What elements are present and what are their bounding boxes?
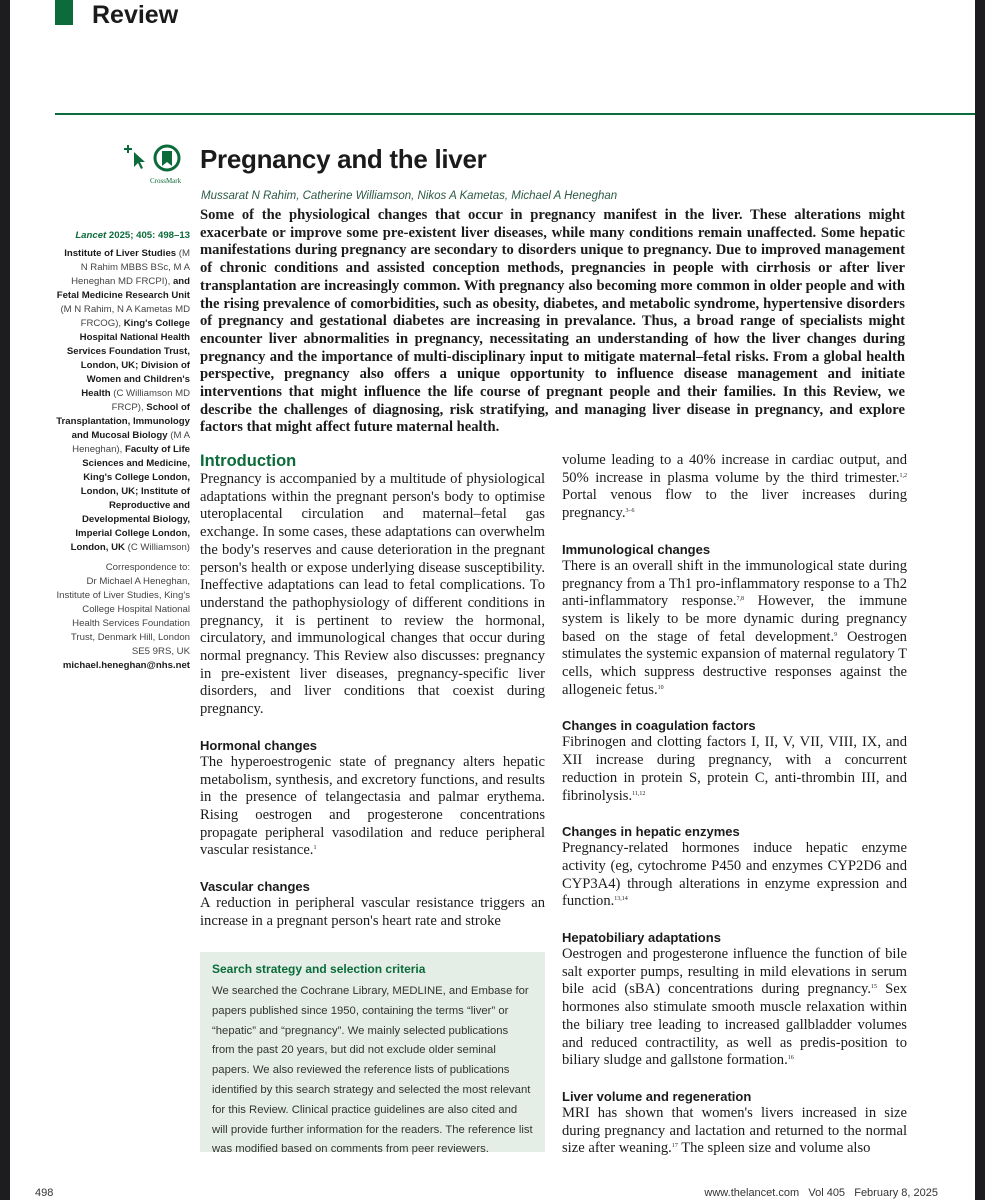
text-segment: Pregnancy is accompanied by a multitude of physiological adaptations within the pregnant person's body to optimise uteroplacental circulation and maternal–fetal gas exchange. In some cases, these adaptations can overwhelm the body's reserves and cause deterioration in the pregnant person's health or expose underlying disease susceptibility. Ineffective adaptations can lead to fetal complications. To understand the pathophysiology of different conditions in pregnancy, it is pertinent to review the hormonal, circulatory, and immunological changes that occur during normal pregnancy. This Review also discusses: pregnancy in pre-existent liver diseases, pregnancy-specific liver disorders, and liver conditions that coexist during pregnancy. xyxy=(200,471,545,718)
correspondence-email[interactable]: michael.heneghan@nhs.net xyxy=(62,660,190,671)
body-paragraph xyxy=(562,558,907,700)
left-column xyxy=(200,452,545,930)
section-gap xyxy=(562,523,907,541)
reference-superscript[interactable]: 11,12 xyxy=(632,790,646,797)
section-gap xyxy=(562,911,907,929)
body-paragraph xyxy=(562,840,907,911)
section-marker xyxy=(55,0,73,25)
right-column xyxy=(562,452,907,1158)
body-paragraph xyxy=(562,734,907,805)
crossmark-label: CrossMark xyxy=(150,177,182,185)
affiliation-institution: Faculty of Life Sciences and Medicine, King's College London, London, UK; Institute of Reproductive and Developmental Biology, Imperial College London, London, UK xyxy=(70,444,190,553)
page-number: 498 xyxy=(35,1187,54,1199)
section-label: Review xyxy=(92,1,179,29)
text-segment: There is an overall shift in the immunological state during pregnancy from a Th1 pro-inflammatory response to a Th2 anti-inflammatory response. xyxy=(562,557,907,610)
affiliation-list xyxy=(55,247,190,555)
text-segment: MRI has shown that women's livers increased in size during pregnancy and lactation and returned to the normal size after weaning. xyxy=(562,1104,907,1157)
article-authors: Mussarat N Rahim, Catherine Williamson, Nikos A Kametas, Michael A Heneghan xyxy=(201,190,618,202)
affiliation-authors: (M N Rahim, N A Kametas MD FRCOG), xyxy=(60,304,190,329)
reference-superscript[interactable]: 1 xyxy=(313,845,317,852)
search-strategy-text: We searched the Cochrane Library, MEDLINE, and Embase for papers published since 1950, containing the terms “liver” or “hepatic” and “pregnancy”. We mainly selected publications from the past 20 years, but did not exclude older seminal papers. We also reviewed the reference lists of publications identified by this search strategy and selected the most relevant for this Review. Clinical practice guidelines are also cited and will provide further information for the readers. The reference list was modified based on comments from peer reviewers. xyxy=(212,985,533,1156)
affiliation-authors: (M N Rahim MBBS BSc, M A Heneghan MD FRCPI), xyxy=(71,248,190,287)
search-strategy-panel xyxy=(200,952,545,1156)
section-heading: Introduction xyxy=(200,452,297,470)
reference-superscript[interactable]: 10 xyxy=(657,684,664,691)
reference-superscript[interactable]: 3–6 xyxy=(625,508,635,515)
crossmark-icon xyxy=(123,142,193,178)
correspondence-address: Dr Michael A Heneghan, Institute of Liver Studies, King's College Hospital National Health Services Foundation Trust, Denmark Hill, London SE5 9RS, UK xyxy=(56,576,190,657)
correspondence-label: Correspondence to: xyxy=(105,562,190,573)
header-divider xyxy=(55,113,975,115)
text-segment: volume leading to a 40% increase in cardiac output, and 50% increase in plasma volume by the third trimester. xyxy=(562,452,907,486)
section-heading: Liver volume and regeneration xyxy=(562,1088,752,1104)
sidebar-affiliations xyxy=(55,229,190,673)
section-heading: Immunological changes xyxy=(562,541,711,557)
section-heading: Changes in coagulation factors xyxy=(562,718,756,734)
reference-superscript[interactable]: 9 xyxy=(834,631,838,638)
text-segment: Pregnancy-related hormones induce hepatic enzyme activity (eg, cytochrome P450 and enzymes CYP2D6 and CYP3A4) through alterations in enzyme expression and function. xyxy=(562,840,907,910)
text-segment: The hyperoestrogenic state of pregnancy alters hepatic metabolism, synthesis, and excretory functions, and results in the presence of telangectasia and palmar erythema. Rising oestrogen and progesterone concentrations propagate peripheral vasodilation and reduce peripheral vascular resistance. xyxy=(200,753,545,859)
affiliation-institution: King's College Hospital National Health Services Foundation Trust, London, UK; Division of Women and Children's Health xyxy=(66,318,190,399)
section-heading: Changes in hepatic enzymes xyxy=(562,824,740,840)
text-segment: The spleen size and volume also xyxy=(677,1140,871,1157)
citation-volume: 2025; 405: 498–13 xyxy=(106,230,190,241)
reference-superscript[interactable]: 15 xyxy=(871,984,878,991)
crossmark-badge[interactable] xyxy=(123,142,193,184)
reference-superscript[interactable]: 16 xyxy=(787,1055,794,1062)
article-title: Pregnancy and the liver xyxy=(200,144,487,174)
section-heading: Hepatobiliary adaptations xyxy=(562,930,721,946)
citation-journal: Lancet xyxy=(75,230,107,241)
body-paragraph xyxy=(562,1105,907,1158)
journal-page xyxy=(10,0,975,1200)
affiliation-institution: Institute of Liver Studies xyxy=(64,248,177,259)
abstract: Some of the physiological changes that occur in pregnancy manifest in the liver. These alterations might exacerbate or improve some pre-existent liver diseases, while many conditions remain unaffected. Some hepatic manifestations during pregnancy are secondary to disorders unique to pregnancy. Due to improved management of chronic conditions and assisted conception methods, pregnancies in people with cirrhosis or after liver transplantation are increasingly common. With pregnancy also becoming more common in older people and with the rising prevalence of comorbidities, such as obesity, diabetes, and metabolic syndrome, hypertensive disorders of pregnancy and gestational diabetes are increasing in prevalance. Thus, a broad range of specialists might encounter liver abnormalities in pregnancy, necessitating an understanding of how the liver changes during pregnancy and the importance of multi-disciplinary input to mitigate maternal–fetal risks. From a global health perspective, pregnancy also offers a unique opportunity to influence disease management and initiate interventions that might influence the life course of pregnant people and their families. In this Review, we describe the challenges of diagnosing, risk stratifying, and managing liver disease in pregnancy, and explore factors that might affect future maternal health. xyxy=(200,207,905,436)
text-segment: However, the immune system is likely to be more dynamic during pregnancy based on the stage of fetal development. xyxy=(562,593,908,645)
section-gap xyxy=(562,1070,907,1088)
body-paragraph xyxy=(562,452,907,523)
section-gap xyxy=(562,699,907,717)
affiliation-authors: (M A Heneghan), xyxy=(72,430,190,455)
body-paragraph xyxy=(562,946,907,1070)
section-gap xyxy=(200,860,545,878)
journal-info: www.thelancet.com Vol 405 February 8, 2025 xyxy=(704,1187,938,1199)
reference-superscript[interactable]: 13,14 xyxy=(614,896,628,903)
text-segment: A reduction in peripheral vascular resistance triggers an increase in a pregnant person's heart rate and stroke xyxy=(200,895,545,929)
affiliation-authors: (C Williamson MD FRCP), xyxy=(110,388,190,413)
affiliation-authors: (C Williamson) xyxy=(124,542,190,553)
body-paragraph xyxy=(200,471,545,719)
body-paragraph xyxy=(200,895,545,930)
body-paragraph xyxy=(200,754,545,860)
reference-superscript[interactable]: 1,2 xyxy=(899,472,907,479)
text-segment: Oestrogen and progesterone influence the function of bile salt exporter pumps, resulting in mild elevations in serum bile acid (sBA) concentrations during pregnancy. xyxy=(562,946,907,998)
section-gap xyxy=(562,805,907,823)
text-segment: Oestrogen stimulates the systemic expansion of maternal regulatory T cells, which suppress destructive responses against the allogeneic fetus. xyxy=(562,628,907,698)
section-heading: Vascular changes xyxy=(200,879,310,895)
text-segment: Sex hormones also stimulate smooth muscle relaxation within the biliary tree leading to increased gallbladder volumes and reduced contractility, as well as predis-position to biliary sludge and gallstone formation. xyxy=(562,981,907,1069)
reference-superscript[interactable]: 7,8 xyxy=(736,596,744,603)
search-strategy-title: Search strategy and selection criteria xyxy=(212,962,426,976)
text-segment: Fibrinogen and clotting factors I, II, V, VII, VIII, IX, and XII increase during pregnancy, with a concurrent reduction in protein S, protein C, anti-thrombin III, and fibrinolysis. xyxy=(562,734,907,804)
section-gap xyxy=(200,719,545,737)
reference-superscript[interactable]: 17 xyxy=(671,1143,678,1150)
section-heading: Hormonal changes xyxy=(200,737,318,753)
affiliation-institution: School of Transplantation, Immunology and Mucosal Biology xyxy=(56,402,190,441)
affiliation-institution: and Fetal Medicine Research Unit xyxy=(56,276,190,301)
text-segment: Portal venous flow to the liver increases during pregnancy. xyxy=(562,487,907,522)
citation xyxy=(55,229,190,243)
